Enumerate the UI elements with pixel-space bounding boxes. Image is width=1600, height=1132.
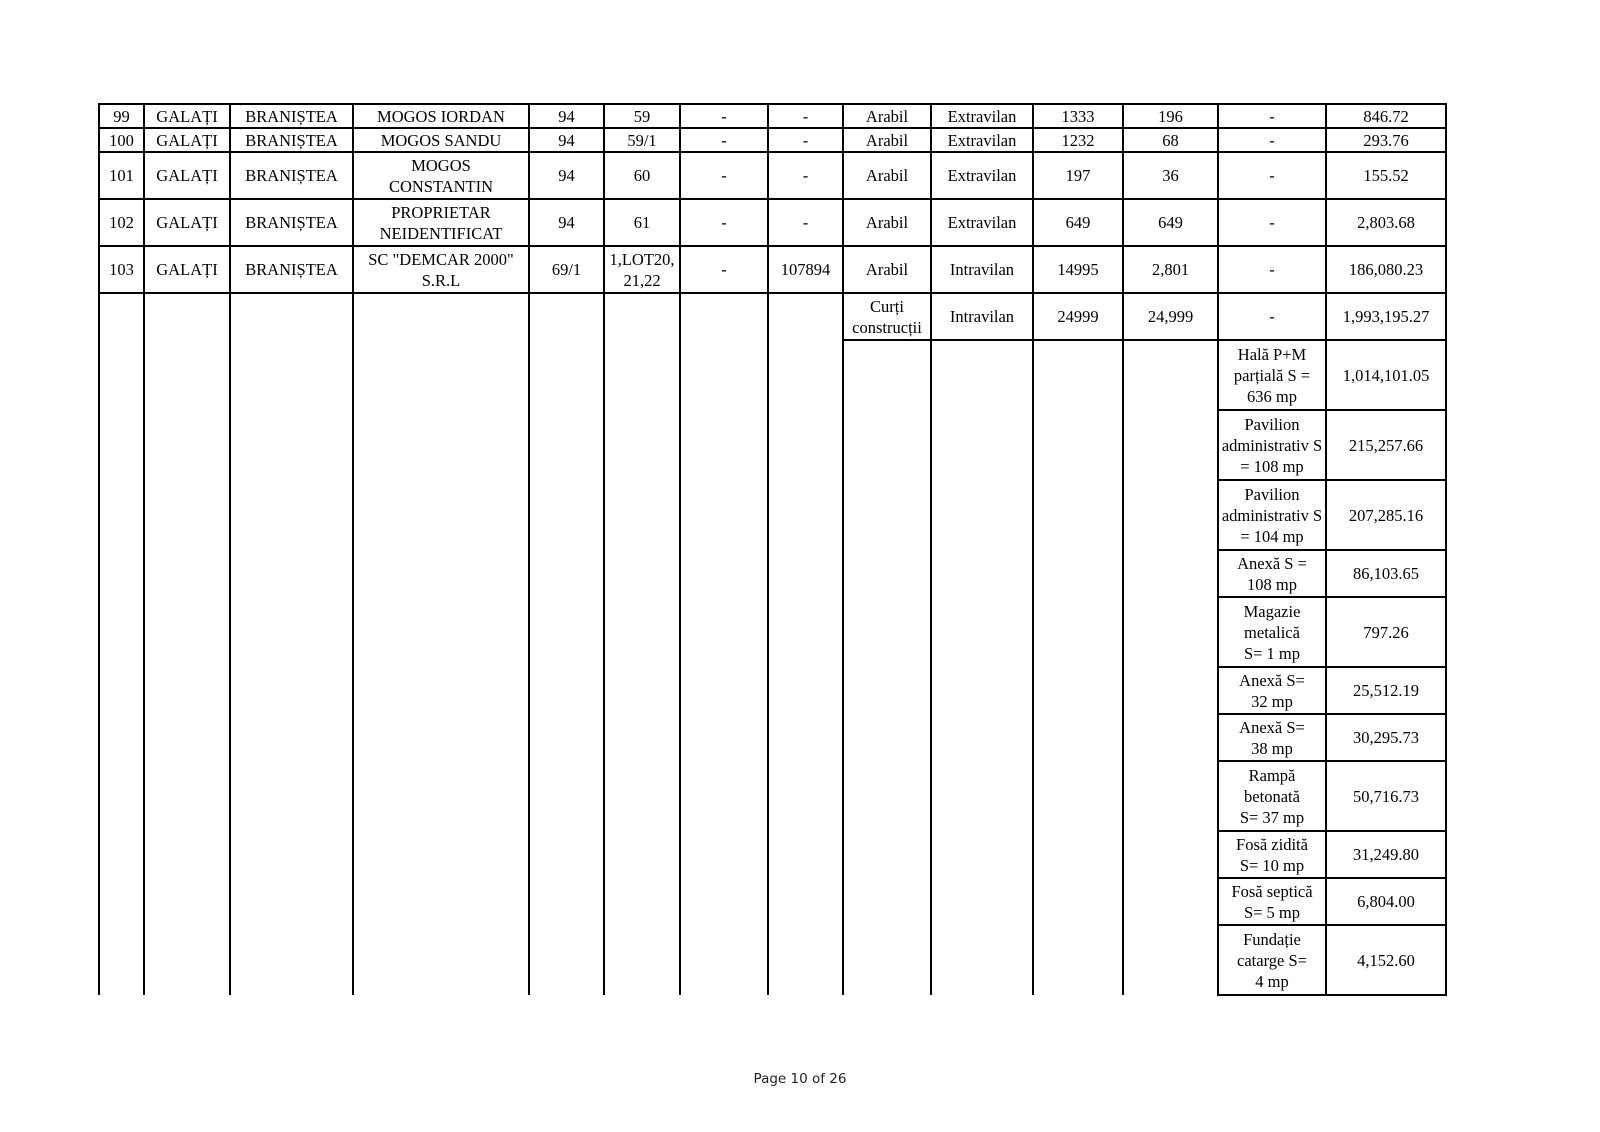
cell-nr: 101 [99,152,144,199]
cell-zona: Extravilan [931,152,1033,199]
cell-valoare: 1,014,101.05 [1326,340,1446,410]
cell-localitate: BRANIȘTEA [230,128,353,152]
cell-valoare: 30,295.73 [1326,714,1446,761]
cell-localitate: BRANIȘTEA [230,199,353,246]
cell-constructie-descriere: Pavilion administrativ S = 104 mp [1218,480,1326,550]
table-row [99,104,1446,128]
cell-proprietar: SC "DEMCAR 2000" S.R.L [353,246,529,293]
cell-valoare: 50,716.73 [1326,761,1446,831]
cell-zona: Extravilan [931,104,1033,128]
cell-constructie-descriere: Rampă betonată S= 37 mp [1218,761,1326,831]
cell-valoare: 215,257.66 [1326,410,1446,480]
cell-tarla: 94 [529,128,604,152]
page-footer: Page 10 of 26 [753,1071,847,1087]
cell-nr: 103 [99,246,144,293]
cell-suprafata-afectata: 68 [1123,128,1218,152]
cell-valoare: 1,993,195.27 [1326,293,1446,340]
cell-zona: Extravilan [931,128,1033,152]
cell-valoare: 846.72 [1326,104,1446,128]
continuation-cell [1033,340,1123,995]
cell-nr-cadastral: - [680,152,768,199]
cell-valoare: 6,804.00 [1326,878,1446,925]
cell-judet: GALAȚI [144,104,230,128]
cell-nr-cadastral: - [680,128,768,152]
cell-valoare: 186,080.23 [1326,246,1446,293]
cell-parcela: 59 [604,104,680,128]
cell-judet: GALAȚI [144,152,230,199]
cell-nr-cadastral: - [680,246,768,293]
cell-constructie-descriere: Anexă S = 108 mp [1218,550,1326,597]
cell-constructie-descriere: Anexă S= 38 mp [1218,714,1326,761]
cell-valoare: 2,803.68 [1326,199,1446,246]
cell-constructii: - [1218,152,1326,199]
cell-valoare: 25,512.19 [1326,667,1446,714]
expropriation-table [98,103,1447,996]
cell-suprafata-afectata: 649 [1123,199,1218,246]
cell-constructie-descriere: Fosă zidită S= 10 mp [1218,831,1326,878]
cell-carte-funciara: 107894 [768,246,843,293]
cell-parcela: 59/1 [604,128,680,152]
cell-valoare: 4,152.60 [1326,925,1446,995]
cell-categorie: Arabil [843,246,931,293]
cell-parcela: 1,LOT20,21,22 [604,246,680,293]
cell-judet: GALAȚI [144,128,230,152]
cell-nr: 99 [99,104,144,128]
cell-categorie: Arabil [843,104,931,128]
table-row [99,293,1446,340]
cell-carte-funciara: - [768,104,843,128]
cell-zona: Intravilan [931,246,1033,293]
cell-categorie: Arabil [843,152,931,199]
cell-suprafata: 649 [1033,199,1123,246]
cell-suprafata: 197 [1033,152,1123,199]
cell-parcela: 60 [604,152,680,199]
continuation-cell [353,293,529,995]
cell-valoare: 207,285.16 [1326,480,1446,550]
cell-valoare: 86,103.65 [1326,550,1446,597]
continuation-cell [680,293,768,995]
cell-valoare: 293.76 [1326,128,1446,152]
cell-nr-cadastral: - [680,199,768,246]
cell-tarla: 69/1 [529,246,604,293]
continuation-cell [99,293,144,995]
cell-constructii: - [1218,128,1326,152]
cell-suprafata-afectata: 24,999 [1123,293,1218,340]
cell-zona: Extravilan [931,199,1033,246]
cell-constructie-descriere: Fosă septică S= 5 mp [1218,878,1326,925]
cell-constructii: - [1218,199,1326,246]
cell-tarla: 94 [529,104,604,128]
cell-suprafata: 14995 [1033,246,1123,293]
cell-localitate: BRANIȘTEA [230,246,353,293]
cell-suprafata-afectata: 196 [1123,104,1218,128]
cell-suprafata: 1333 [1033,104,1123,128]
cell-localitate: BRANIȘTEA [230,104,353,128]
table-row [99,152,1446,199]
cell-constructie-descriere: Magazie metalică S= 1 mp [1218,597,1326,667]
continuation-cell [768,293,843,995]
cell-proprietar: MOGOS IORDAN [353,104,529,128]
cell-categorie: Arabil [843,199,931,246]
cell-carte-funciara: - [768,128,843,152]
cell-parcela: 61 [604,199,680,246]
cell-proprietar: MOGOS SANDU [353,128,529,152]
cell-tarla: 94 [529,199,604,246]
cell-constructii: - [1218,246,1326,293]
cell-judet: GALAȚI [144,199,230,246]
continuation-cell [604,293,680,995]
continuation-cell [1123,340,1218,995]
cell-judet: GALAȚI [144,246,230,293]
cell-nr: 100 [99,128,144,152]
cell-valoare: 797.26 [1326,597,1446,667]
cell-constructii: - [1218,104,1326,128]
cell-nr: 102 [99,199,144,246]
cell-proprietar: PROPRIETAR NEIDENTIFICAT [353,199,529,246]
cell-tarla: 94 [529,152,604,199]
continuation-cell [230,293,353,995]
cell-nr-cadastral: - [680,104,768,128]
cell-suprafata: 1232 [1033,128,1123,152]
cell-zona: Intravilan [931,293,1033,340]
cell-constructie-descriere: Pavilion administrativ S = 108 mp [1218,410,1326,480]
cell-valoare: 155.52 [1326,152,1446,199]
cell-constructie-descriere: Hală P+M parțială S = 636 mp [1218,340,1326,410]
table-row [99,128,1446,152]
cell-constructie-descriere: Fundație catarge S= 4 mp [1218,925,1326,995]
cell-constructie-descriere: Anexă S= 32 mp [1218,667,1326,714]
continuation-cell [529,293,604,995]
table-row [99,246,1446,293]
cell-valoare: 31,249.80 [1326,831,1446,878]
cell-categorie: Curți construcții [843,293,931,340]
cell-suprafata-afectata: 36 [1123,152,1218,199]
cell-carte-funciara: - [768,199,843,246]
cell-categorie: Arabil [843,128,931,152]
cell-proprietar: MOGOS CONSTANTIN [353,152,529,199]
table-row [99,199,1446,246]
cell-constructii: - [1218,293,1326,340]
cell-suprafata: 24999 [1033,293,1123,340]
continuation-cell [144,293,230,995]
continuation-cell [843,340,931,995]
cell-carte-funciara: - [768,152,843,199]
continuation-cell [931,340,1033,995]
cell-localitate: BRANIȘTEA [230,152,353,199]
cell-suprafata-afectata: 2,801 [1123,246,1218,293]
